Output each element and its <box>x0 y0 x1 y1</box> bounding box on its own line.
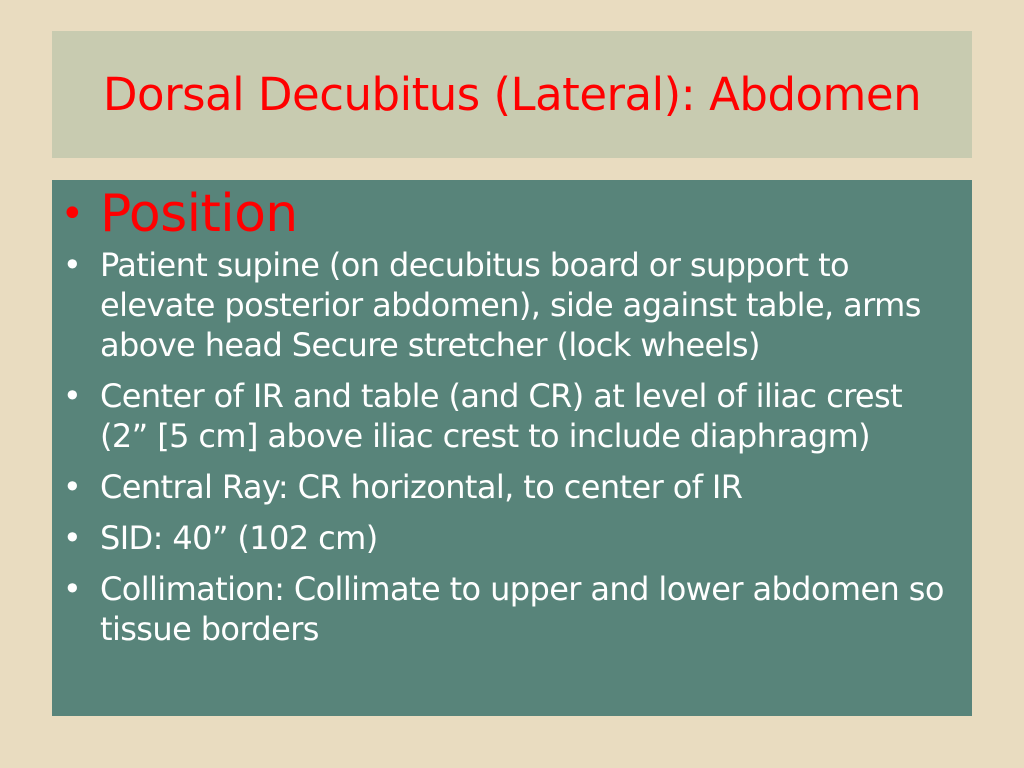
content-box <box>52 180 972 716</box>
heading-text: Position <box>100 184 298 244</box>
bullet-item-patient <box>52 245 957 365</box>
bullet-text: Collimation: Collimate to upper and lower abdomen so tissue borders <box>100 570 944 648</box>
bullet-item-center <box>52 376 957 456</box>
bullet-list <box>52 180 972 649</box>
bullet-text: Central Ray: CR horizontal, to center of IR <box>100 468 743 506</box>
bullet-item-collimation <box>52 569 957 649</box>
bullet-marker: • <box>62 570 82 608</box>
bullet-marker: • <box>62 246 82 284</box>
bullet-heading <box>52 183 957 245</box>
bullet-marker: • <box>62 519 82 557</box>
slide-title: Dorsal Decubitus (Lateral): Abdomen <box>102 68 922 121</box>
bullet-text: SID: 40” (102 cm) <box>100 519 378 557</box>
bullet-item-sid <box>52 518 957 558</box>
title-box <box>52 31 972 158</box>
bullet-text: Center of IR and table (and CR) at level of iliac crest (2” [5 cm] above iliac crest to include diaphragm) <box>100 377 903 455</box>
bullet-marker: • <box>62 468 82 506</box>
bullet-text: Patient supine (on decubitus board or support to elevate posterior abdomen), side against table, arms above head Secure stretcher (lock wheels) <box>100 246 921 364</box>
bullet-marker: • <box>62 377 82 415</box>
bullet-marker: • <box>60 191 84 237</box>
bullet-item-central-ray <box>52 467 957 507</box>
